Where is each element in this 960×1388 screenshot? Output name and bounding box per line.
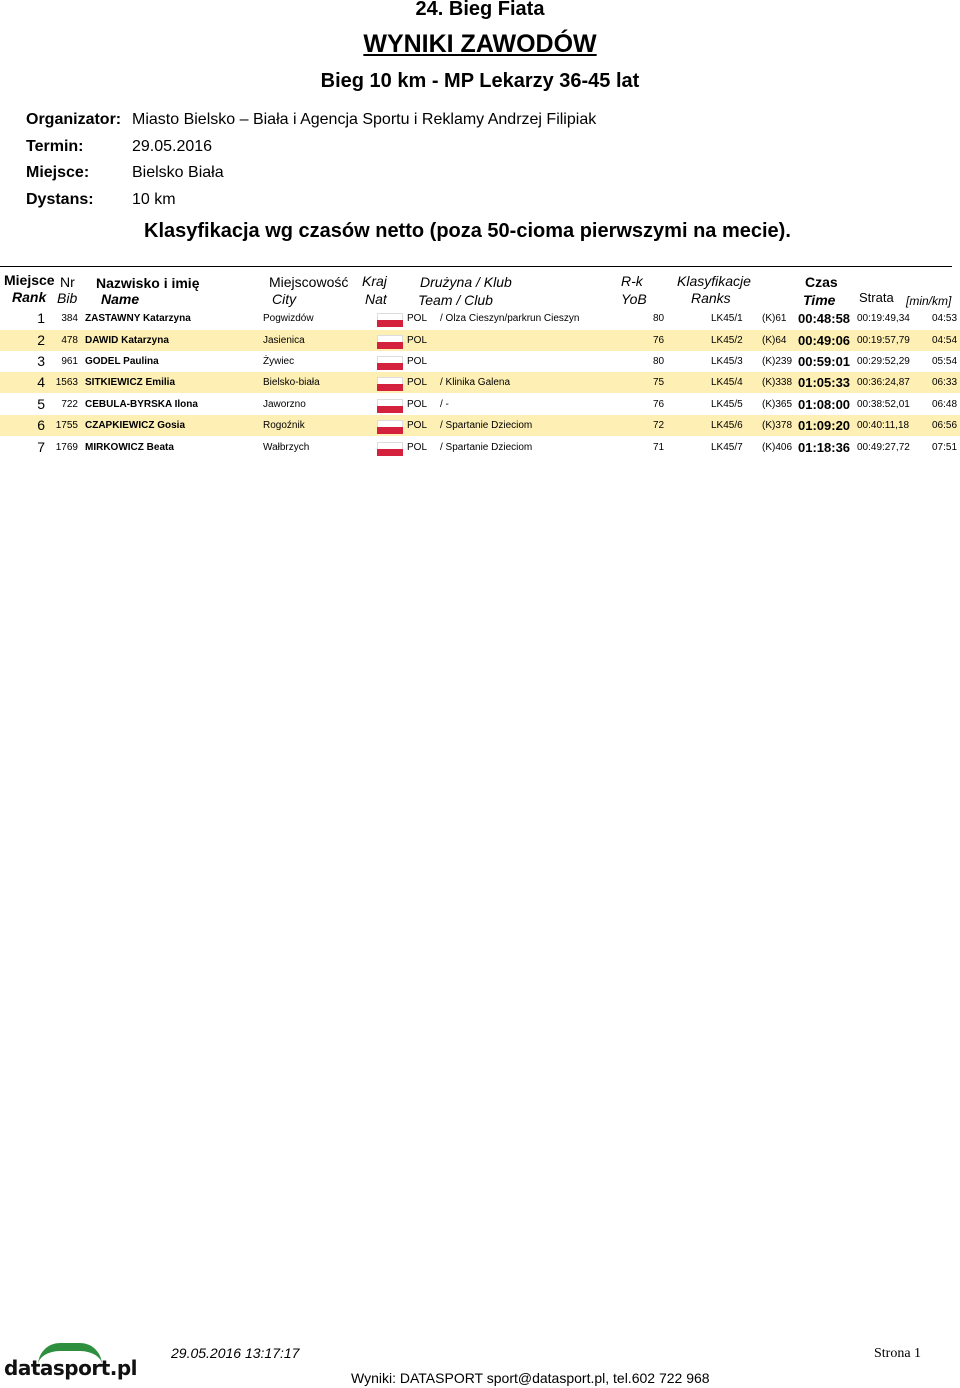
cell-split: 00:38:52,01 <box>857 399 910 410</box>
cell-nat: POL <box>407 442 428 453</box>
header-ranks-en: Ranks <box>691 290 731 306</box>
cell-rank: 3 <box>37 353 45 369</box>
cell-time: 00:48:58 <box>798 311 851 326</box>
cell-pace: 04:53 <box>932 313 958 324</box>
cell-bib: 1769 <box>55 442 78 453</box>
cell-cat: LK45/2 <box>711 335 743 346</box>
cell-rank: 4 <box>37 374 45 390</box>
cell-time: 00:49:06 <box>798 333 851 348</box>
cell-yob: 76 <box>653 399 665 410</box>
cell-time: 01:08:00 <box>798 397 851 412</box>
cell-pace: 06:33 <box>932 377 958 388</box>
place-value: Bielsko Biała <box>132 164 224 181</box>
date-label: Termin: <box>26 138 84 155</box>
cell-time: 00:59:01 <box>798 354 851 369</box>
poland-flag-icon <box>377 335 403 349</box>
cell-city: Rogoźnik <box>263 420 305 431</box>
cell-k: (K)239 <box>762 356 793 367</box>
cell-pace: 06:48 <box>932 399 958 410</box>
table-row <box>0 308 960 329</box>
cell-yob: 80 <box>653 356 665 367</box>
distance-value: 10 km <box>132 191 176 208</box>
cell-cat: LK45/7 <box>711 442 743 453</box>
cell-pace: 04:54 <box>932 335 958 346</box>
cell-bib: 1755 <box>55 420 78 431</box>
cell-k: (K)61 <box>762 313 787 324</box>
logo-text: datasport.pl <box>4 1356 138 1380</box>
cell-bib: 722 <box>61 399 78 410</box>
header-yob-en: YoB <box>621 291 647 307</box>
poland-flag-icon <box>377 377 403 391</box>
race-subtitle: Bieg 10 km - MP Lekarzy 36-45 lat <box>320 70 640 92</box>
header-name-en: Name <box>101 291 140 307</box>
cell-time: 01:18:36 <box>798 440 851 455</box>
header-rank-pl: Miejsce <box>4 272 55 288</box>
distance-label: Dystans: <box>26 191 94 208</box>
cell-split: 00:19:49,34 <box>857 313 910 324</box>
poland-flag-icon <box>377 442 403 456</box>
table-row <box>0 351 960 372</box>
table-row <box>0 394 960 415</box>
cell-team: / Olza Cieszyn/parkrun Cieszyn <box>440 313 580 324</box>
cell-yob: 71 <box>653 442 665 453</box>
poland-flag-icon <box>377 313 403 327</box>
cell-split: 00:40:11,18 <box>857 420 910 431</box>
cell-name: MIRKOWICZ Beata <box>85 442 174 453</box>
cell-yob: 72 <box>653 420 665 431</box>
header-time-en: Time <box>803 292 836 308</box>
place-label: Miejsce: <box>26 164 90 181</box>
cell-k: (K)365 <box>762 399 793 410</box>
cell-city: Jasienica <box>263 335 305 346</box>
header-rank-en: Rank <box>12 289 47 305</box>
cell-nat: POL <box>407 313 428 324</box>
header-name-pl: Nazwisko i imię <box>96 275 200 291</box>
footer-contact: Wyniki: DATASPORT sport@datasport.pl, tel.602 722 968 <box>351 1370 710 1386</box>
cell-nat: POL <box>407 335 428 346</box>
date-value: 29.05.2016 <box>132 138 213 155</box>
cell-k: (K)64 <box>762 335 787 346</box>
cell-name: SITKIEWICZ Emilia <box>85 377 176 388</box>
cell-name: DAWID Katarzyna <box>85 335 169 346</box>
cell-nat: POL <box>407 399 428 410</box>
cell-time: 01:05:33 <box>798 375 851 390</box>
header-bib-en: Bib <box>57 290 78 306</box>
results-title: WYNIKI ZAWODÓW <box>363 30 597 58</box>
cell-city: Jaworzno <box>263 399 306 410</box>
cell-cat: LK45/1 <box>711 313 743 324</box>
cell-split: 00:36:24,87 <box>857 377 910 388</box>
table-row <box>0 415 960 436</box>
cell-k: (K)406 <box>762 442 793 453</box>
cell-cat: LK45/6 <box>711 420 743 431</box>
cell-bib: 1563 <box>55 377 78 388</box>
header-bib-pl: Nr <box>60 274 75 290</box>
cell-k: (K)338 <box>762 377 793 388</box>
page-number: Strona 1 <box>874 1346 922 1361</box>
event-name: 24. Bieg Fiata <box>415 0 545 20</box>
cell-pace: 05:54 <box>932 356 958 367</box>
header-yob-pl: R-k <box>621 273 643 289</box>
cell-rank: 5 <box>37 396 45 412</box>
cell-city: Żywiec <box>263 356 295 367</box>
cell-cat: LK45/3 <box>711 356 743 367</box>
cell-city: Wałbrzych <box>263 442 310 453</box>
poland-flag-icon <box>377 399 403 413</box>
header-city-en: City <box>272 291 297 307</box>
table-row <box>0 372 960 393</box>
cell-split: 00:49:27,72 <box>857 442 910 453</box>
table-row <box>0 330 960 351</box>
header-nat-pl: Kraj <box>362 273 387 289</box>
cell-k: (K)378 <box>762 420 793 431</box>
cell-name: CEBULA-BYRSKA Ilona <box>85 399 198 410</box>
cell-nat: POL <box>407 356 428 367</box>
cell-cat: LK45/4 <box>711 377 743 388</box>
cell-team: / Klinika Galena <box>440 377 511 388</box>
cell-team: / Spartanie Dzieciom <box>440 420 533 431</box>
header-split: Strata <box>859 290 894 305</box>
cell-pace: 07:51 <box>932 442 958 453</box>
cell-rank: 6 <box>37 417 45 433</box>
cell-bib: 961 <box>61 356 78 367</box>
header-team-en: Team / Club <box>418 292 493 308</box>
cell-team: / Spartanie Dzieciom <box>440 442 533 453</box>
cell-time: 01:09:20 <box>798 418 851 433</box>
cell-bib: 384 <box>61 313 78 324</box>
cell-yob: 76 <box>653 335 665 346</box>
cell-name: GODEL Paulina <box>85 356 159 367</box>
cell-name: CZAPKIEWICZ Gosia <box>85 420 186 431</box>
cell-rank: 7 <box>37 439 45 455</box>
cell-cat: LK45/5 <box>711 399 743 410</box>
header-time-pl: Czas <box>805 274 838 290</box>
cell-bib: 478 <box>61 335 78 346</box>
header-city-pl: Miejscowość <box>269 274 349 290</box>
cell-yob: 80 <box>653 313 665 324</box>
cell-pace: 06:56 <box>932 420 958 431</box>
classification-heading: Klasyfikacja wg czasów netto (poza 50-cioma pierwszymi na mecie). <box>144 220 791 242</box>
cell-yob: 75 <box>653 377 665 388</box>
organizer-value: Miasto Bielsko – Biała i Agencja Sportu i Reklamy Andrzej Filipiak <box>132 111 597 128</box>
header-nat-en: Nat <box>365 291 387 307</box>
header-pace: [min/km] <box>906 294 952 308</box>
cell-name: ZASTAWNY Katarzyna <box>85 313 191 324</box>
cell-nat: POL <box>407 377 428 388</box>
cell-nat: POL <box>407 420 428 431</box>
print-timestamp: 29.05.2016 13:17:17 <box>171 1345 300 1361</box>
cell-team: / - <box>440 399 449 410</box>
poland-flag-icon <box>377 356 403 370</box>
cell-split: 00:19:57,79 <box>857 335 910 346</box>
header-top-divider <box>0 266 952 267</box>
header-team-pl: Drużyna / Klub <box>420 274 512 290</box>
poland-flag-icon <box>377 420 403 434</box>
cell-split: 00:29:52,29 <box>857 356 910 367</box>
table-row <box>0 437 960 458</box>
organizer-label: Organizator: <box>26 111 122 128</box>
header-ranks-pl: Klasyfikacje <box>677 273 751 289</box>
cell-city: Bielsko-biała <box>263 377 320 388</box>
cell-city: Pogwizdów <box>263 313 314 324</box>
cell-rank: 2 <box>37 332 45 348</box>
cell-rank: 1 <box>37 310 45 326</box>
